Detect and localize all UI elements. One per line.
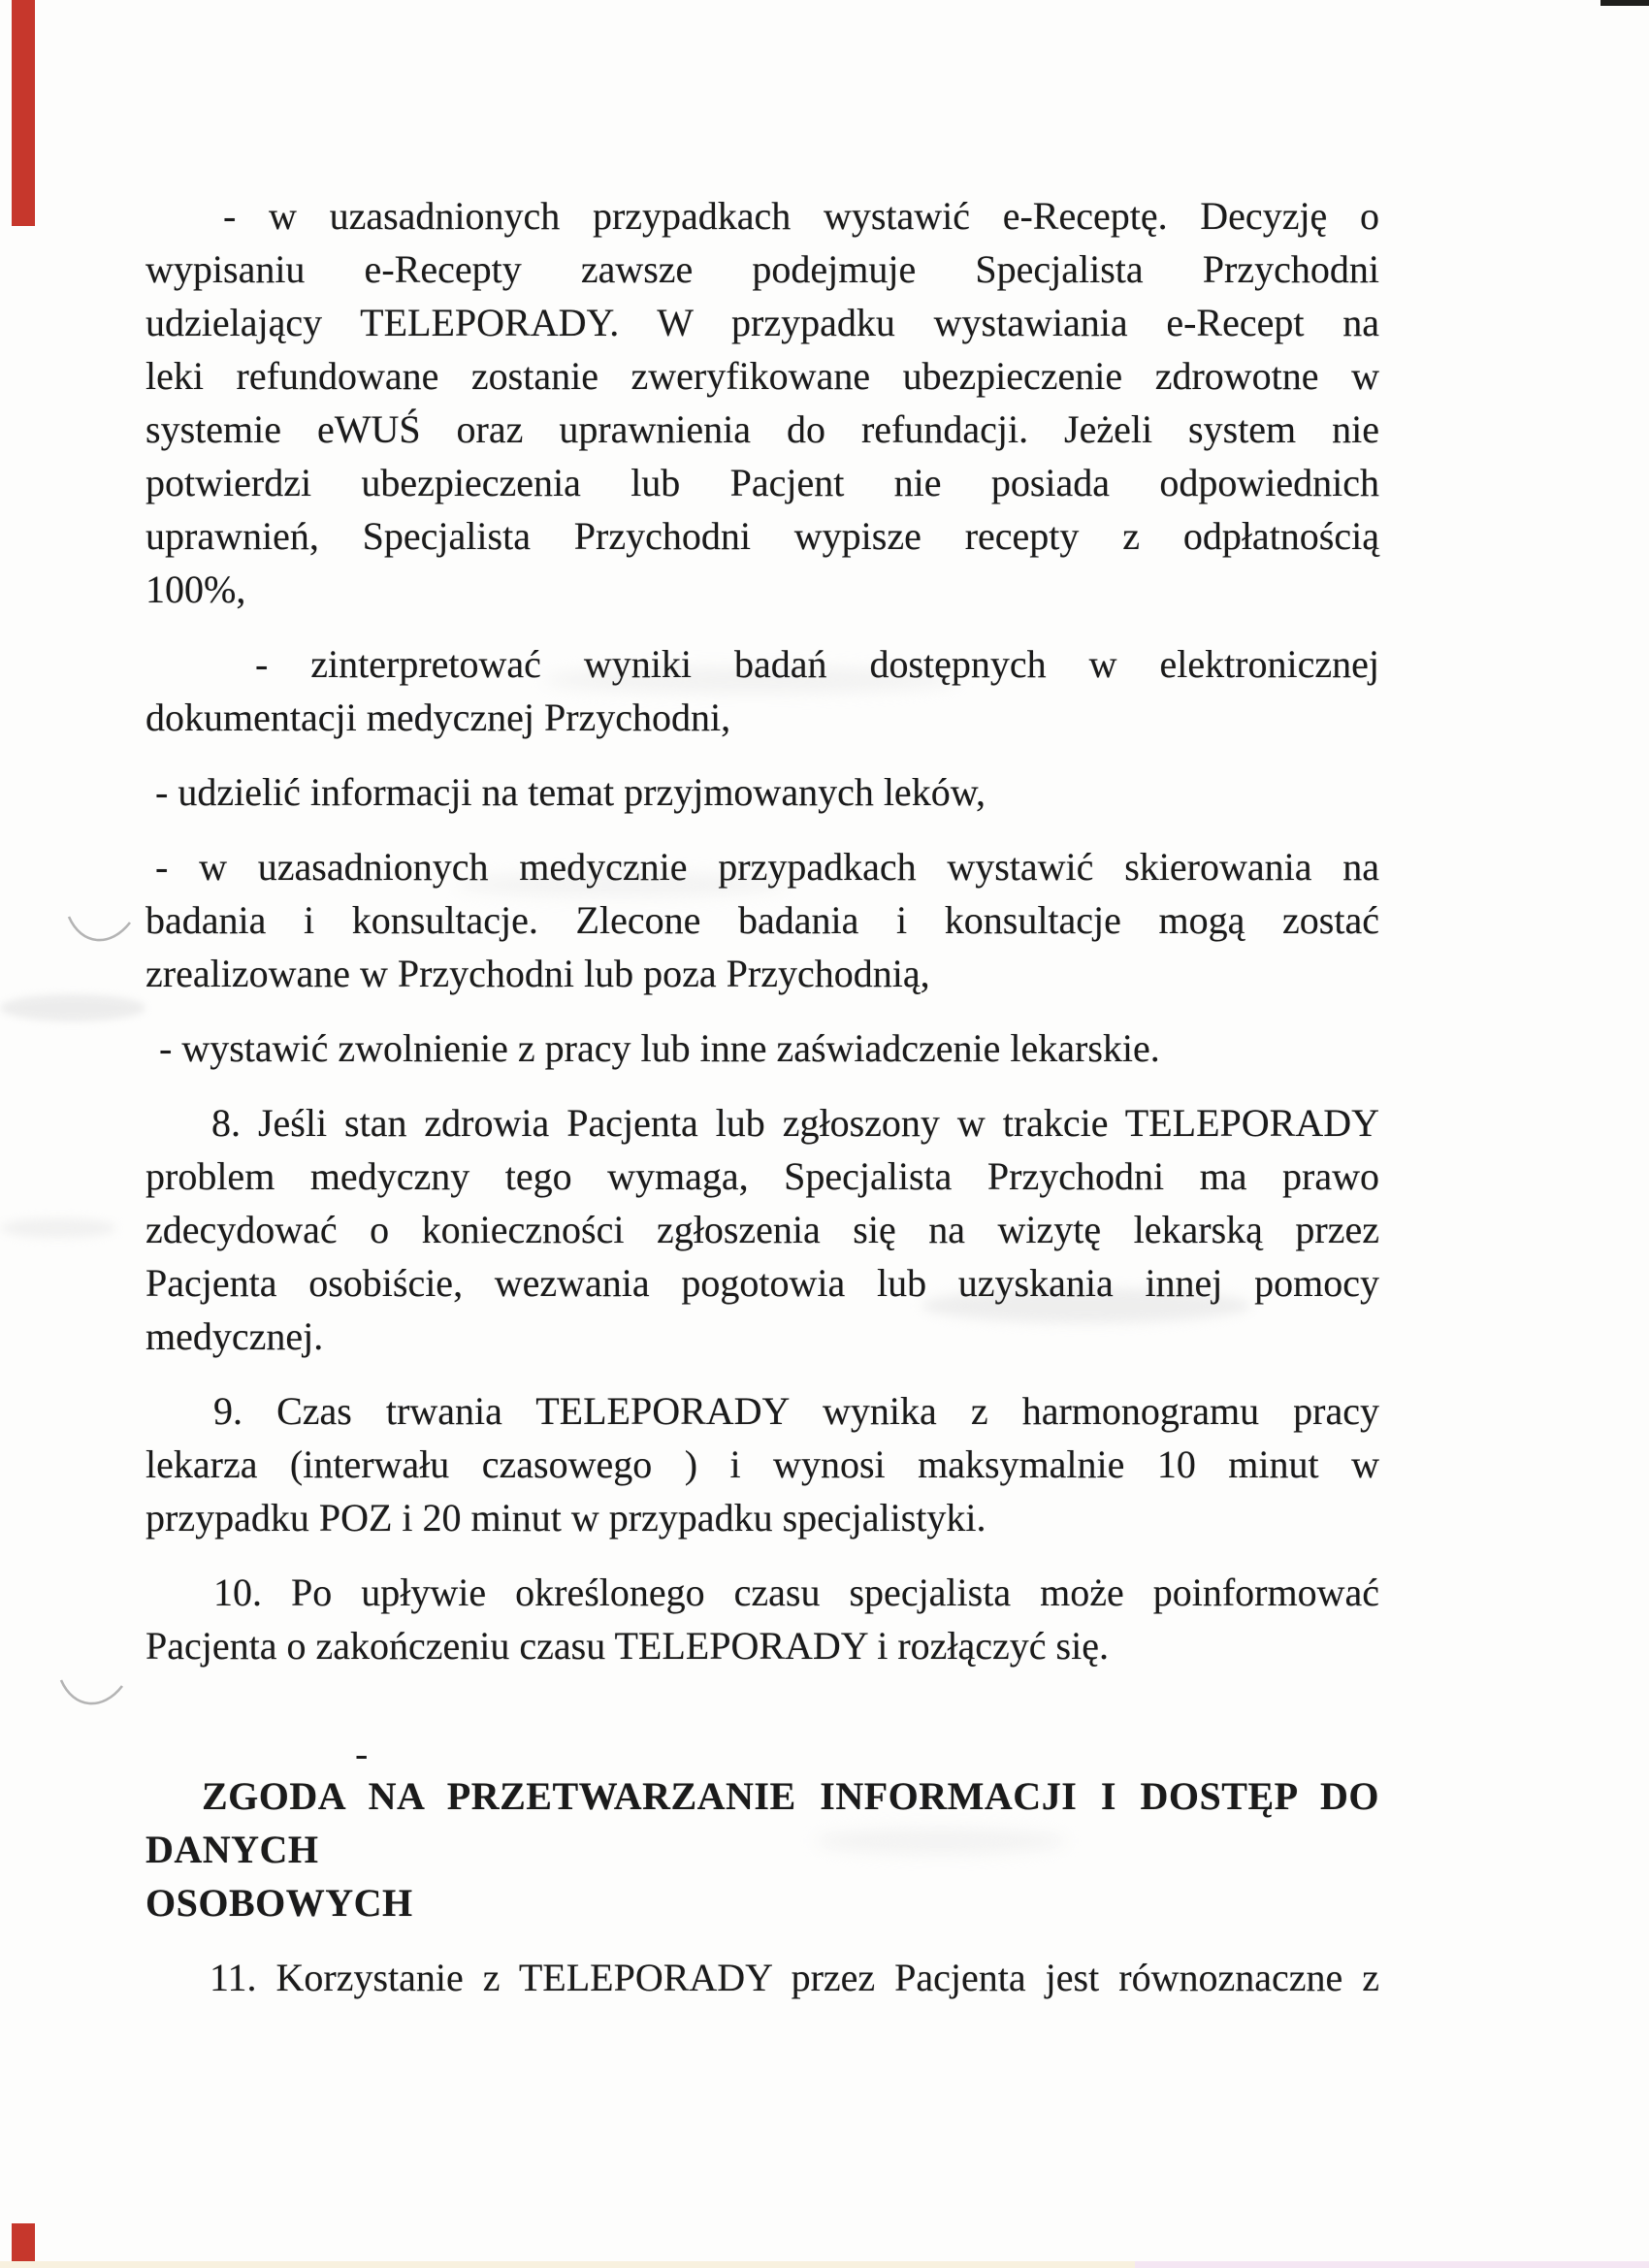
text-line: - zinterpretować wyniki badań dostępnych w elektronicznej	[255, 642, 1379, 686]
text-line: systemie eWUŚ oraz uprawnienia do refundacji. Jeżeli system nie	[146, 407, 1379, 451]
text-line: - wystawić zwolnienie z pracy lub inne zaświadczenie lekarskie.	[159, 1026, 1160, 1070]
text-line: udzielający TELEPORADY. W przypadku wystawiania e-Recept na	[146, 301, 1379, 344]
text-line: medycznej.	[146, 1314, 324, 1358]
paragraph-zinterpretowac	[146, 637, 1379, 744]
heading-zgoda	[146, 1769, 1379, 1929]
text-line: lekarza (interwału czasowego ) i wynosi maksymalnie 10 minut w	[146, 1442, 1379, 1486]
paragraph-8-stan-zdrowia	[146, 1096, 1379, 1363]
text-line: zrealizowane w Przychodni lub poza Przychodnią,	[146, 952, 930, 995]
text-line: OSOBOWYCH	[146, 1881, 413, 1925]
stray-dash-mark: -	[355, 1732, 369, 1775]
text-line: 9. Czas trwania TELEPORADY wynika z harmonogramu pracy	[213, 1389, 1379, 1433]
text-block	[146, 189, 1379, 2004]
text-line: przypadku POZ i 20 minut w przypadku specjalistyki.	[146, 1496, 986, 1539]
paragraph-10-zakonczenie	[146, 1566, 1379, 1672]
paragraph-9-czas-trwania	[146, 1384, 1379, 1544]
text-line: 11. Korzystanie z TELEPORADY przez Pacjenta jest równoznaczne z	[210, 1956, 1379, 1999]
paragraph-zwolnienie	[146, 1021, 1379, 1075]
paragraph-11-korzystanie	[146, 1951, 1379, 2004]
text-line: badania i konsultacje. Zlecone badania i konsultacje mogą zostać	[146, 898, 1379, 942]
text-line: 100%,	[146, 567, 246, 611]
text-line: leki refundowane zostanie zweryfikowane ubezpieczenie zdrowotne w	[146, 354, 1379, 398]
pen-mark-crescent-2	[56, 1670, 128, 1713]
paragraph-udzielic-informacji	[146, 765, 1379, 819]
bottom-edge-strip-left	[0, 2261, 1135, 2268]
text-line: Pacjenta osobiście, wezwania pogotowia lub uzyskania innej pomocy	[146, 1261, 1379, 1305]
red-page-edge-mark-top-left	[12, 0, 35, 226]
text-line: - w uzasadnionych medycznie przypadkach wystawić skierowania na	[155, 845, 1379, 889]
paragraph-skierowania	[146, 840, 1379, 1000]
text-line: zdecydować o konieczności zgłoszenia się na wizytę lekarską przez	[146, 1208, 1379, 1251]
scan-smudge	[0, 994, 146, 1021]
scan-smudge	[0, 1218, 116, 1238]
text-line: 10. Po upływie określonego czasu specjalista może poinformować	[213, 1571, 1379, 1614]
scanner-bar-top-right	[1600, 0, 1649, 6]
text-line: uprawnień, Specjalista Przychodni wypisze recepty z odpłatnością	[146, 514, 1379, 558]
text-line: problem medyczny tego wymaga, Specjalista Przychodni ma prawo	[146, 1154, 1379, 1198]
text-line: - udzielić informacji na temat przyjmowanych leków,	[155, 770, 986, 814]
bottom-edge-strip-right	[1135, 2261, 1649, 2268]
text-line: Pacjenta o zakończeniu czasu TELEPORADY i rozłączyć się.	[146, 1624, 1109, 1668]
text-line: - w uzasadnionych przypadkach wystawić e-Receptę. Decyzję o	[223, 194, 1379, 238]
text-line: potwierdzi ubezpieczenia lub Pacjent nie posiada odpowiednich	[146, 461, 1379, 504]
pen-mark-crescent-1	[64, 907, 136, 950]
text-line: dokumentacji medycznej Przychodni,	[146, 696, 731, 739]
text-line: wypisaniu e-Recepty zawsze podejmuje Specjalista Przychodni	[146, 247, 1379, 291]
text-line: ZGODA NA PRZETWARZANIE INFORMACJI I DOSTĘP DO DANYCH	[146, 1774, 1379, 1871]
text-line: 8. Jeśli stan zdrowia Pacjenta lub zgłoszony w trakcie TELEPORADY	[211, 1101, 1379, 1145]
paragraph-e-recepta	[146, 189, 1379, 616]
